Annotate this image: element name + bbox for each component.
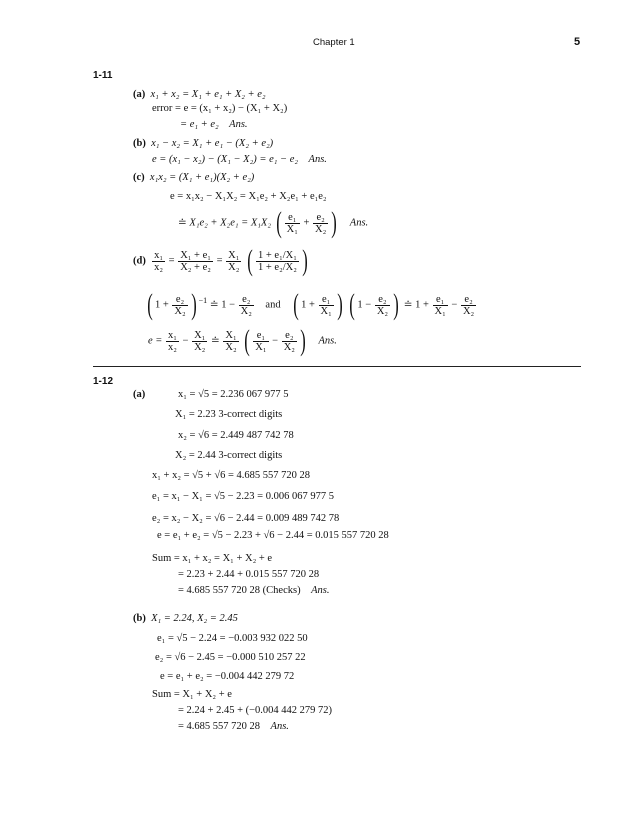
eq-line bbox=[133, 612, 238, 625]
fraction-den: 1 + e₂/X₂ bbox=[257, 261, 297, 273]
fraction-num: e₂ bbox=[172, 294, 187, 306]
fraction-den: X₂ bbox=[376, 305, 389, 317]
part-label: (b) bbox=[133, 613, 146, 624]
fraction-num: e₂ bbox=[313, 212, 328, 224]
equation: e = (x₁ − x₂) − (X₁ − X₂) = e₁ − e₂ bbox=[152, 154, 299, 165]
term: 1 − bbox=[357, 299, 372, 311]
equation: ≐ X₁e₂ + X₂e₁ = X₁X₂ bbox=[178, 217, 271, 229]
fraction-num: e₂ bbox=[375, 294, 390, 306]
fraction-den: x₂ bbox=[154, 261, 164, 273]
part-label: (c) bbox=[133, 172, 145, 183]
equation: error = e = (x₁ + x₂) − (X₁ + X₂) bbox=[152, 103, 288, 114]
equals-sign: = bbox=[168, 255, 175, 267]
term: 1 + bbox=[301, 299, 315, 311]
term: 1 + bbox=[155, 299, 169, 311]
ans-label: Ans. bbox=[229, 119, 248, 130]
eq-line bbox=[178, 720, 289, 733]
eq-line bbox=[133, 137, 273, 150]
eq-line bbox=[133, 171, 254, 184]
eq-line: (d) $\frac{\text{x₁}}{\text{x₂}}$ = $\frac{\text{X₁ + e₁}}{\text{X₂ + e₂}}$ = $\frac{\text{X₁}}{\text{X₂}}$ ( $\frac{\text{1 + e₁/X₁}}{\text{1 + e₂/X₂}}$ ) bbox=[133, 244, 308, 277]
part-label bbox=[133, 388, 145, 401]
problem-number: 1-12 bbox=[93, 376, 114, 387]
eq-line bbox=[152, 153, 327, 166]
ans-label: Ans. bbox=[311, 585, 330, 596]
equation: = 4.685 557 720 28 (Checks) bbox=[178, 585, 301, 596]
chapter-heading: Chapter 1 bbox=[313, 37, 355, 48]
eq-line bbox=[180, 118, 248, 131]
page-number: 5 bbox=[574, 36, 581, 48]
fraction-num: x₁ bbox=[154, 249, 164, 261]
part-label-text: (a) bbox=[133, 389, 146, 400]
equation: e₂ = x₂ − X₂ = √6 − 2.44 = 0.009 489 742 78 bbox=[152, 513, 340, 524]
fraction-num: X₁ bbox=[225, 329, 237, 341]
equation: = 2.23 + 2.44 + 0.015 557 720 28 bbox=[178, 569, 320, 580]
section-divider bbox=[93, 366, 581, 367]
equation: X₂ = 2.44 3-correct digits bbox=[175, 450, 283, 461]
fraction-num: 1 + e₁/X₁ bbox=[257, 249, 297, 261]
eq-line bbox=[178, 584, 329, 597]
eq-line: ( 1 + $\frac{\text{e₂}}{\text{X₂}}$ ) $^{-1}$ ≐ 1 − $\frac{\text{e₂}}{\text{X₂}}$ and ( 1 + $\frac{\text{e₁}}{\text{X₁}}$ ) ( 1 − $\frac{\text{e₂}}{\text{X₂}}$ ) ≐ 1 + $\frac{\text{e₁}}{\text{X₁}}$ − $\frac{\text{e₂}}{\text{X₂}}$ bbox=[147, 288, 475, 322]
equation: Sum = x₁ + x₂ = X₁ + X₂ + e bbox=[152, 553, 273, 564]
fraction-den: X₂ bbox=[228, 261, 240, 273]
equation: e₁ = √5 − 2.24 = −0.003 932 022 50 bbox=[157, 633, 308, 644]
term: ≐ 1 + bbox=[403, 299, 429, 311]
ans-label: Ans. bbox=[318, 335, 337, 347]
ans-label: Ans. bbox=[349, 217, 369, 229]
fraction-num: e₂ bbox=[461, 294, 476, 306]
fraction-den: X₂ bbox=[225, 341, 237, 353]
equation: e₂ = √6 − 2.45 = −0.000 510 257 22 bbox=[155, 652, 306, 663]
equation: e = x₁x₂ − X₁X₂ = X₁e₂ + X₂e₁ + e₁e₂ bbox=[170, 191, 327, 202]
eq-line bbox=[133, 88, 266, 101]
equation: Sum = X₁ + X₂ + e bbox=[152, 689, 232, 700]
eq-line: ≐ X₁e₂ + X₂e₁ = X₁X₂ ( $\frac{\text{e₁}}{\text{X₁}}$ + $\frac{\text{e₂}}{\text{X₂}}$ ) Ans. bbox=[178, 206, 369, 239]
equation: e₁ = x₁ − X₁ = √5 − 2.23 = 0.006 067 977 5 bbox=[152, 491, 334, 502]
fraction-den: x₂ bbox=[168, 341, 177, 353]
equation: X₁ = 2.24, X₂ = 2.45 bbox=[151, 613, 238, 624]
fraction-num: e₁ bbox=[433, 294, 448, 306]
fraction-num: e₂ bbox=[239, 294, 254, 306]
fraction-den: X₁ bbox=[320, 305, 332, 317]
equation: = 2.24 + 2.45 + (−0.004 442 279 72) bbox=[178, 705, 333, 716]
equation: X₁ = 2.23 3-correct digits bbox=[175, 409, 283, 420]
problem-number: 1-11 bbox=[93, 70, 113, 81]
equation: e = e₁ + e₂ = −0.004 442 279 72 bbox=[160, 671, 295, 682]
fraction-den: X₁ bbox=[434, 305, 446, 317]
equation: = 4.685 557 720 28 bbox=[178, 721, 261, 732]
term: e = bbox=[148, 335, 163, 347]
eq-line: e = $\frac{\text{x₁}}{\text{x₂}}$ − $\frac{\text{X₁}}{\text{X₂}}$ ≐ $\frac{\text{X₁}}{\text{X₂}}$ ( $\frac{\text{e₁}}{\text{X₁}}$ − $\frac{\text{e₂}}{\text{X₂}}$ ) Ans. bbox=[148, 324, 337, 357]
fraction-den: X₂ bbox=[315, 223, 327, 235]
equation: x₁ + x₂ = X₁ + e₁ + X₂ + e₂ bbox=[150, 89, 266, 100]
exponent: −1 bbox=[198, 296, 208, 305]
fraction-den: X₂ bbox=[462, 305, 475, 317]
fraction-den: X₂ bbox=[283, 341, 295, 353]
equation: x₂ = √6 = 2.449 487 742 78 bbox=[178, 430, 294, 441]
part-label: (b) bbox=[133, 138, 146, 149]
ans-label: Ans. bbox=[308, 154, 327, 165]
equation: x₁x₂ = (X₁ + e₁)(X₂ + e₂) bbox=[149, 172, 255, 183]
equation: x₁ − x₂ = X₁ + e₁ − (X₂ + e₂) bbox=[151, 138, 274, 149]
fraction-num: x₁ bbox=[168, 329, 177, 341]
fraction-num: X₁ bbox=[228, 249, 240, 261]
fraction-den: X₂ + e₂ bbox=[180, 261, 211, 273]
fraction-num: X₁ + e₁ bbox=[180, 249, 211, 261]
part-label: (a) bbox=[133, 89, 146, 100]
fraction-num: e₁ bbox=[285, 212, 300, 224]
equals-sign: = bbox=[216, 255, 223, 267]
ans-label: Ans. bbox=[270, 721, 289, 732]
term: ≐ bbox=[210, 335, 220, 347]
term: − bbox=[272, 335, 279, 347]
fraction-den: X₂ bbox=[174, 305, 186, 317]
fraction-den: X₂ bbox=[240, 305, 252, 317]
equation: e = e₁ + e₂ = √5 − 2.23 + √6 − 2.44 = 0.015 557 720 28 bbox=[157, 530, 389, 541]
equation: x₁ + x₂ = √5 + √6 = 4.685 557 720 28 bbox=[152, 470, 311, 481]
fraction-den: X₁ bbox=[255, 341, 267, 353]
fraction-num: e₂ bbox=[282, 330, 297, 342]
fraction-num: e₁ bbox=[253, 330, 268, 342]
equation: = e₁ + e₂ bbox=[180, 119, 219, 130]
connector-text: and bbox=[265, 299, 281, 311]
term: − bbox=[451, 299, 458, 311]
term: − bbox=[182, 335, 189, 347]
fraction-num: X₁ bbox=[194, 329, 206, 341]
term: ≐ 1 − bbox=[209, 299, 236, 311]
fraction-den: X₁ bbox=[286, 223, 298, 235]
part-label: (d) bbox=[133, 255, 146, 267]
fraction-den: X₂ bbox=[194, 341, 206, 353]
equation: x₁ = √5 = 2.236 067 977 5 bbox=[178, 389, 289, 400]
fraction-num: e₁ bbox=[319, 294, 334, 306]
